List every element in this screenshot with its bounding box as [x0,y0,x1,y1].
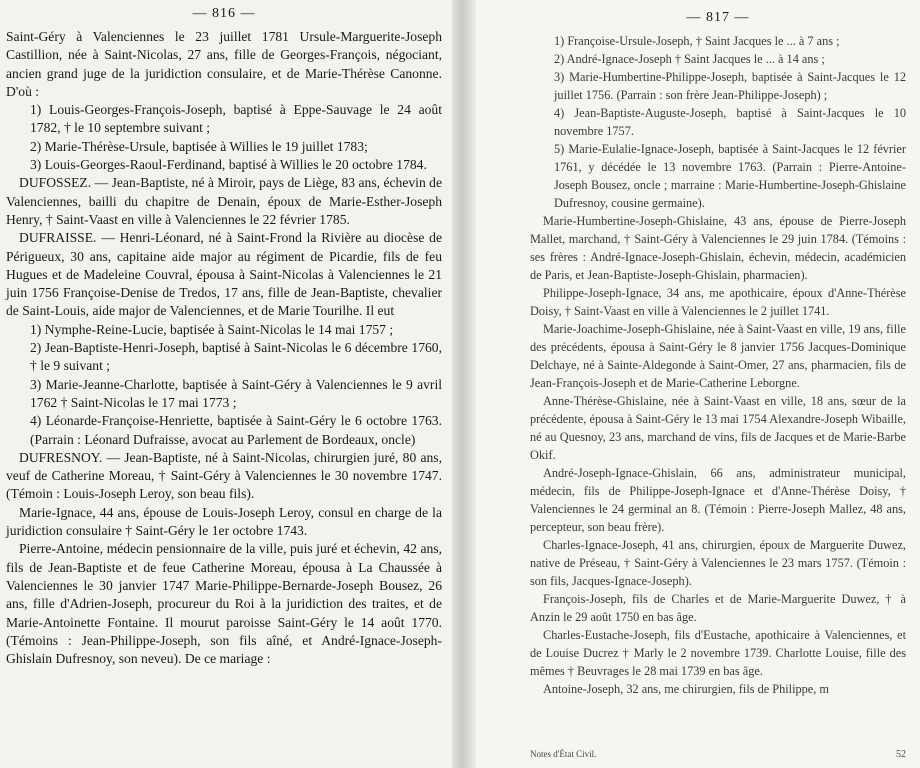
paragraph: DUFRAISSE. — Henri-Léonard, né à Saint-Frond la Rivière au diocèse de Périgueux, 30 ans, capitaine aide major au régiment de Picardie, fils de feu Hugues et de Madeleine Couvral, épousa à Saint-Nicolas à Valenciennes le 21 juin 1756 Françoise-Denise de Tredos, 17 ans, fille de Jean-Baptiste, chevalier de Saint-Louis, aide major de Valenciennes, et de Marie Tourilhe. Il eut [6,230,442,319]
list-item: 3) Louis-Georges-Raoul-Ferdinand, baptisé à Willies le 20 octobre 1784. [30,157,427,173]
paragraph: Charles-Ignace-Joseph, 41 ans, chirurgien, époux de Marguerite Duwez, native de Préseau, † Saint-Géry à Valenciennes le 23 mars 1757. (Témoin : son fils, Jacques-Ignace-Joseph). [530,538,906,588]
paragraph: Anne-Thérèse-Ghislaine, née à Saint-Vaast en ville, 18 ans, sœur de la précédente, épousa à Saint-Géry le 13 mai 1754 Alexandre-Joseph Wibaille, né au Quesnoy, 23 ans, marchand de vins, fils de Jacques et de Marie-Barbe Okif. [530,394,906,462]
paragraph: Marie-Ignace, 44 ans, épouse de Louis-Joseph Leroy, consul en charge de la juridiction consulaire † Saint-Géry le 1er octobre 1743. [6,504,442,539]
list-item: 5) Marie-Eulalie-Ignace-Joseph, baptisée à Saint-Jacques le 12 février 1761, y décédée le 13 novembre 1763. (Parrain : Pierre-Antoine-Joseph Bousez, oncle ; marraine : Marie-Humbertine-Joseph-Ghislaine Dufresnoy, cousine germaine). [554,142,906,210]
paragraph: François-Joseph, fils de Charles et de Marie-Marguerite Duwez, † à Anzin le 29 août 1750 en bas âge. [530,592,906,624]
right-page-text [530,32,906,698]
paragraph: Pierre-Antoine, médecin pensionnaire de la ville, puis juré et échevin, 42 ans, fils de Jean-Baptiste et de feue Catherine Moreau, épousa à La Chaussée à Valenciennes le 30 janvier 1747 Marie-Philippe-Bernarde-Joseph Bousez, 26 ans, fille d'Adrien-Joseph, procureur du Roi à la juridiction des traites, et de Marie-Antoinette Fontaine. Il mourut paroisse Saint-Géry le 14 août 1770. (Témoins : Jean-Philippe-Joseph, son fils aîné, et André-Ignace-Joseph-Ghislain Dufresnoy, son neveu). De ce mariage : [6,541,442,667]
signature-mark: 52 [896,749,906,760]
right-page [476,0,920,768]
paragraph: Marie-Joachime-Joseph-Ghislaine, née à Saint-Vaast en ville, 19 ans, fille des précédents, épousa à Saint-Géry le 8 janvier 1756 Jacques-Dominique Delchaye, né à Sainte-Aldegonde à Saint-Omer, 27 ans, pharmacien, fils de Jean-François-Joseph et de Marie-Catherine Leborgne. [530,322,906,390]
page-footer [530,749,906,760]
list-item: 2) Marie-Thérèse-Ursule, baptisée à Willies le 19 juillet 1783; [30,138,368,154]
list-item: 1) Louis-Georges-François-Joseph, baptisé à Eppe-Sauvage le 24 août 1782, † le 10 septembre suivant ; [30,102,442,136]
list-item: 3) Marie-Humbertine-Philippe-Joseph, baptisée à Saint-Jacques le 12 juillet 1756. (Parrain : son frère Jean-Philippe-Joseph) ; [554,70,906,102]
page-number-left: — 816 — [192,6,256,21]
list-item: 4) Jean-Baptiste-Auguste-Joseph, baptisé à Saint-Jacques le 10 novembre 1757. [554,106,906,138]
paragraph: André-Joseph-Ignace-Ghislain, 66 ans, administrateur municipal, médecin, fils de Philippe-Joseph-Ignace et d'Anne-Thérèse Doisy, † Valenciennes le 24 germinal an 8. (Témoin : Pierre-Joseph Mallez, 48 ans, percepteur, son beau frère). [530,466,906,534]
paragraph: DUFRESNOY. — Jean-Baptiste, né à Saint-Nicolas, chirurgien juré, 80 ans, veuf de Catherine Moreau, † Saint-Géry à Valenciennes le 30 novembre 1747. (Témoin : Louis-Joseph Leroy, son beau fils). [6,449,442,502]
paragraph: Antoine-Joseph, 32 ans, me chirurgien, fils de Philippe, m [543,682,829,696]
list-item: 2) André-Ignace-Joseph † Saint Jacques le ... à 14 ans ; [554,52,825,66]
paragraph: DUFOSSEZ. — Jean-Baptiste, né à Miroir, pays de Liège, 83 ans, échevin de Valenciennes, bailli du chapitre de Denain, époux de Marie-Esther-Joseph Henry, † Saint-Vaast en ville à Valenciennes le 22 février 1785. [6,175,442,227]
list-item: 3) Marie-Jeanne-Charlotte, baptisée à Saint-Géry à Valenciennes le 9 avril 1762 † Saint-Nicolas le 17 mai 1773 ; [30,376,442,410]
paragraph: Philippe-Joseph-Ignace, 34 ans, me apothicaire, époux d'Anne-Thérèse Doisy, † Saint-Vaast en ville à Valenciennes le 2 juillet 1741. [530,286,906,318]
book-gutter [452,0,476,768]
paragraph: Marie-Humbertine-Joseph-Ghislaine, 43 ans, épouse de Pierre-Joseph Mallet, marchand, † Saint-Géry à Valenciennes le 29 juin 1784. (Témoins : ses frères : André-Ignace-Joseph-Ghislain, échevin, médecin, académicien de Paris, et Jean-Baptiste-Joseph-Ghislain, pharmacien). [530,214,906,282]
list-item: 2) Jean-Baptiste-Henri-Joseph, baptisé à Saint-Nicolas le 6 décembre 1760, † le 9 suivant ; [30,340,442,374]
left-page [0,0,452,768]
footer-title: Notes d'État Civil. [530,749,597,759]
list-item: 1) Nymphe-Reine-Lucie, baptisée à Saint-Nicolas le 14 mai 1757 ; [30,321,394,337]
list-item: 4) Léonarde-Françoise-Henriette, baptisée à Saint-Géry le 6 octobre 1763. (Parrain : Léonard Dufraisse, avocat au Parlement de Bordeaux, oncle) [30,413,442,447]
paragraph: Charles-Eustache-Joseph, fils d'Eustache, apothicaire à Valenciennes, et de Louise Ducrez † Marly le 2 novembre 1739. Charlotte Louise, fille des mêmes † Beuvrages le 28 mai 1739 en bas âge. [530,628,906,678]
left-page-text [6,28,442,668]
paragraph: Saint-Géry à Valenciennes le 23 juillet 1781 Ursule-Marguerite-Joseph Castillion, née à Saint-Nicolas, 27 ans, fille de Georges-François, négociant, ancien grand juge de la juridiction consulaire, et de Marie-Thérèse Canonne. D'où : [6,29,442,99]
page-number-right: — 817 — [686,10,750,25]
list-item: 1) Françoise-Ursule-Joseph, † Saint Jacques le ... à 7 ans ; [554,34,840,48]
